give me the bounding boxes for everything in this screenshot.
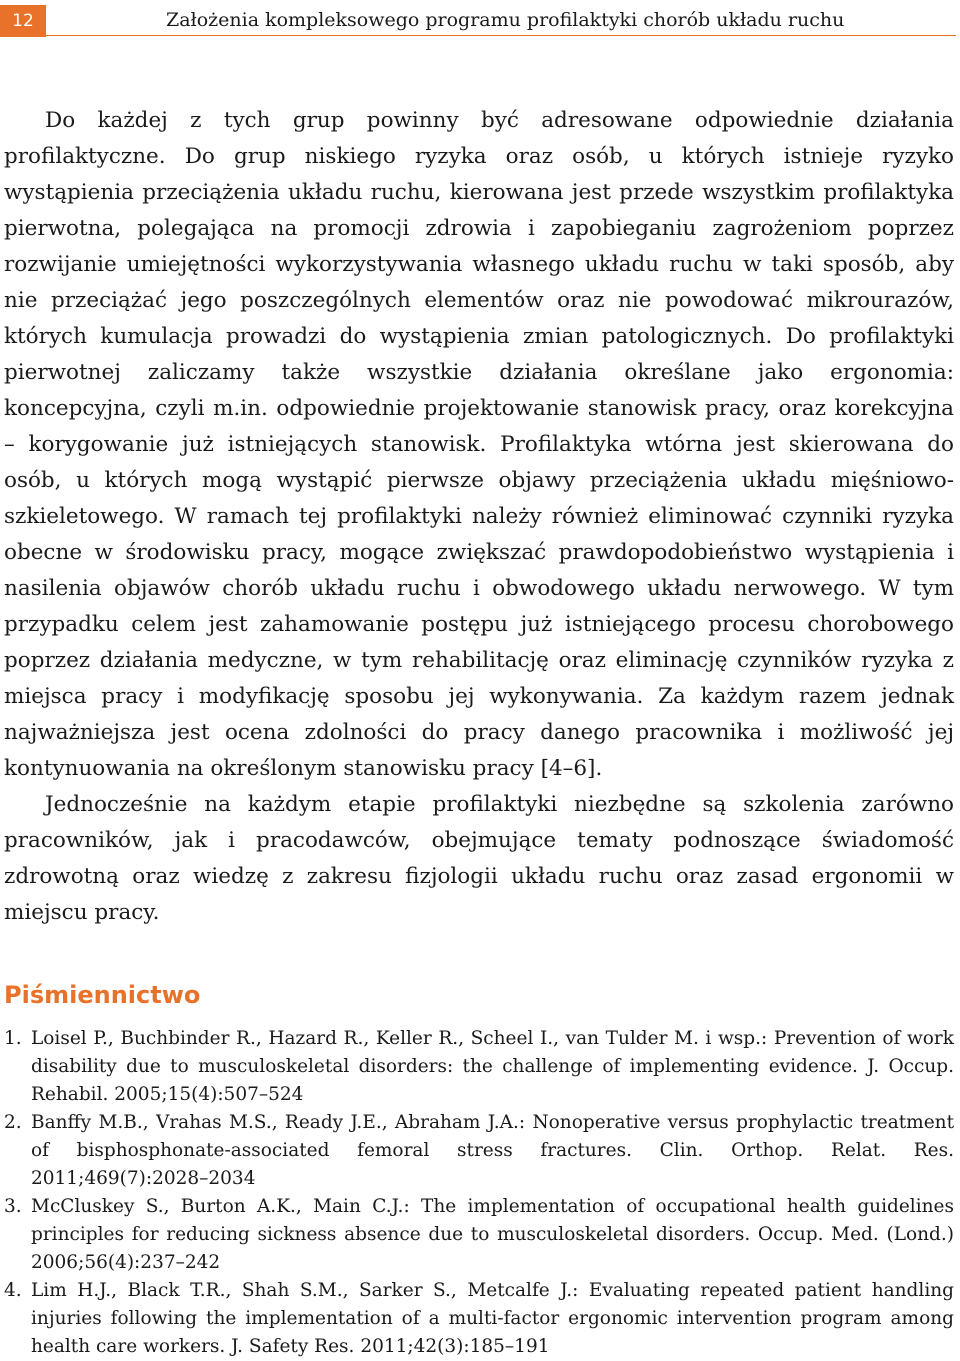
page-header <box>0 0 960 44</box>
reference-item-1 <box>4 1025 954 1109</box>
reference-text: Banffy M.B., Vrahas M.S., Ready J.E., Abraham J.A.: Nonoperative versus prophylactic treatment of bisphosphonate-associated femoral stress fractures. Clin. Orthop. Relat. Res. 2011;469(7):2028–2034 <box>31 1112 954 1189</box>
reference-number: 2. <box>4 1112 22 1133</box>
reference-number: 3. <box>4 1196 22 1217</box>
main-content <box>4 103 954 1361</box>
reference-number: 1. <box>4 1028 22 1049</box>
reference-item-4 <box>4 1277 954 1361</box>
references-heading: Piśmiennictwo <box>4 981 201 1009</box>
header-divider <box>46 35 956 36</box>
body-paragraph-2: Jednocześnie na każdym etapie profilaktyki niezbędne są szkolenia zarówno pracowników, jak i pracodawców, obejmujące tematy podnoszące świadomość zdrowotną oraz wiedzę z zakresu fizjologii układu ruchu oraz zasad ergonomii w miejscu pracy. <box>4 792 954 925</box>
body-paragraph-1: Do każdej z tych grup powinny być adresowane odpowiednie działania profilaktyczne. Do grup niskiego ryzyka oraz osób, u których istnieje ryzyko wystąpienia przeciążenia układu ruchu, kierowana jest przede wszystkim profilaktyka pierwotna, polegająca na promocji zdrowia i zapobieganiu zagrożeniom poprzez rozwijanie umiejętności wykorzystywania własnego układu ruchu w taki sposób, aby nie przeciążać jego poszczególnych elementów oraz nie powodować mikrourazów, których kumulacja prowadzi do wystąpienia zmian patologicznych. Do profilaktyki pierwotnej zaliczamy także wszystkie działania określane jako ergonomia: koncepcyjna, czyli m.in. odpowiednie projektowanie stanowisk pracy, oraz korekcyjna – korygowanie już istniejących stanowisk. Profilaktyka wtórna jest skierowana do osób, u których mogą wystąpić pierwsze objawy przeciążenia układu mięśniowo-szkieletowego. W ramach tej profilaktyki należy również eliminować czynniki ryzyka obecne w środowisku pracy, mogące zwiększać prawdopodobieństwo wystąpienia i nasilenia objawów chorób układu ruchu i obwodowego układu nerwowego. W tym przypadku celem jest zahamowanie postępu już istniejącego procesu chorobowego poprzez działania medyczne, w tym rehabilitację oraz eliminację czynników ryzyka z miejsca pracy i modyfikację sposobu jej wykonywania. Za każdym razem jednak najważniejsza jest ocena zdolności do pracy danego pracownika i możliwość jej kontynuowania na określonym stanowisku pracy [4–6]. <box>4 108 954 781</box>
page-number-badge: 12 <box>0 5 46 37</box>
reference-item-3 <box>4 1193 954 1277</box>
reference-number: 4. <box>4 1280 22 1301</box>
reference-text: Lim H.J., Black T.R., Shah S.M., Sarker S., Metcalfe J.: Evaluating repeated patient handling injuries following the implementation of a multi-factor ergonomic intervention program among health care workers. J. Safety Res. 2011;42(3):185–191 <box>31 1280 954 1357</box>
reference-item-2 <box>4 1109 954 1193</box>
reference-text: McCluskey S., Burton A.K., Main C.J.: The implementation of occupational health guidelines principles for reducing sickness absence due to musculoskeletal disorders. Occup. Med. (Lond.) 2006;56(4):237–242 <box>31 1196 954 1273</box>
reference-text: Loisel P., Buchbinder R., Hazard R., Keller R., Scheel I., van Tulder M. i wsp.: Prevention of work disability due to musculoskeletal disorders: the challenge of implementing evidence. J. Occup. Rehabil. 2005;15(4):507–524 <box>31 1028 954 1105</box>
running-title: Założenia kompleksowego programu profilaktyki chorób układu ruchu <box>166 9 845 31</box>
references-list <box>4 1025 954 1361</box>
